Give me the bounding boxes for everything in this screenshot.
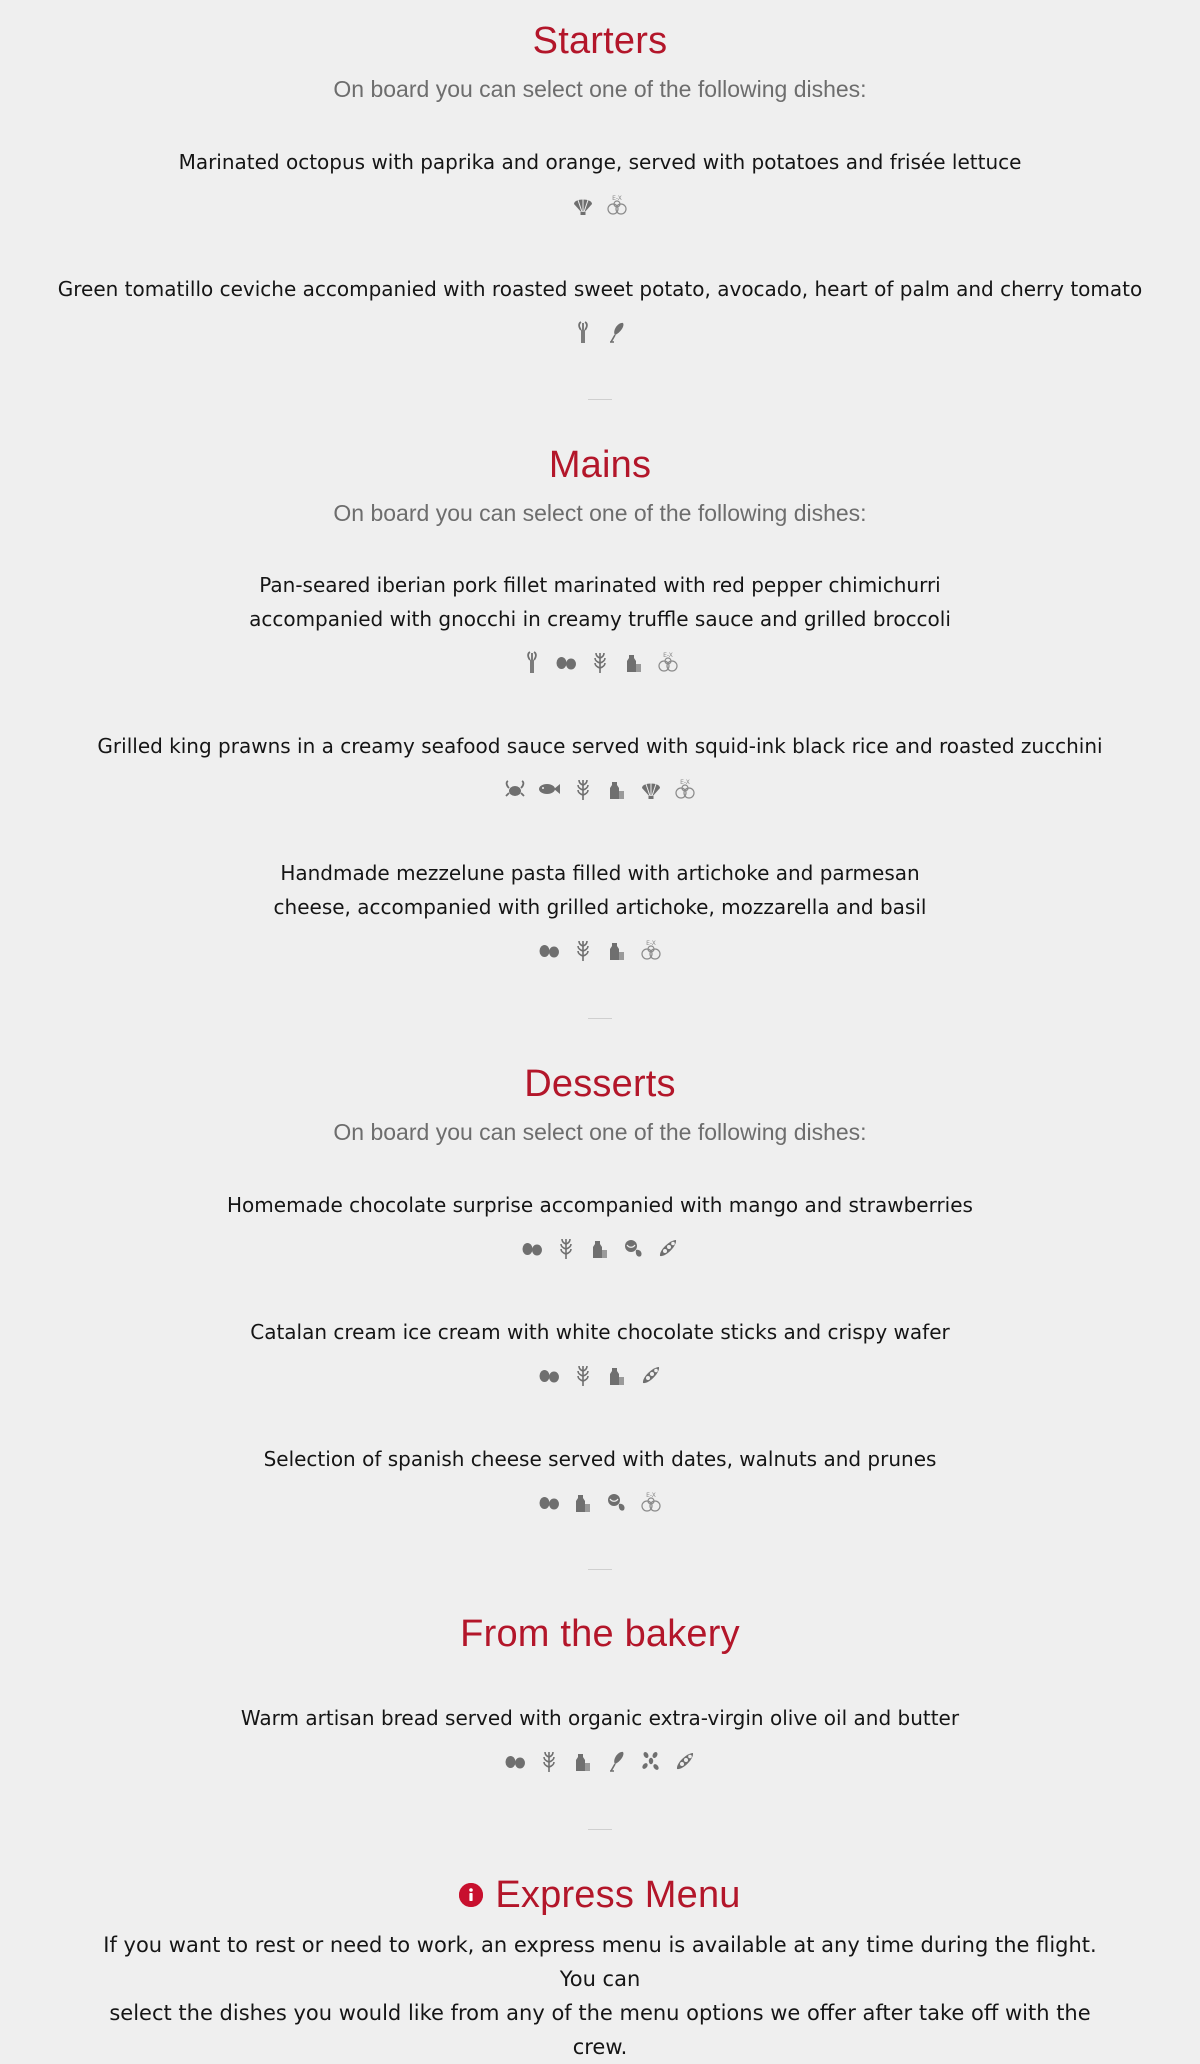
- egg-icon: [537, 1490, 561, 1514]
- express-text-line2: select the dishes you would like from any of the menu options we offer after take off with the crew.: [109, 2001, 1091, 2059]
- gluten-icon: [571, 777, 595, 801]
- sulphites-icon: [639, 938, 663, 962]
- egg-icon: [503, 1749, 527, 1773]
- svg-text:E-X: E-X: [646, 1492, 656, 1499]
- soy-icon: [673, 1749, 697, 1773]
- dish-item: [0, 729, 1200, 803]
- gluten-icon: [588, 650, 612, 674]
- gluten-icon: [571, 938, 595, 962]
- gluten-icon: [571, 1363, 595, 1387]
- sulphites-icon: [605, 193, 629, 217]
- section-title-express: Express Menu: [495, 1874, 741, 1916]
- allergen-icons: [0, 1490, 1200, 1516]
- soy-icon: [656, 1236, 680, 1260]
- section-divider: [588, 399, 612, 400]
- dish-item: [0, 272, 1200, 346]
- mustard-icon: [605, 320, 629, 344]
- section-title-bakery: From the bakery: [460, 1613, 740, 1655]
- egg-icon: [537, 1363, 561, 1387]
- celery-icon: [520, 650, 544, 674]
- section-divider: [588, 1569, 612, 1570]
- crustacean-icon: [503, 777, 527, 801]
- fish-icon: [537, 777, 561, 801]
- egg-icon: [554, 650, 578, 674]
- egg-icon: [520, 1236, 544, 1260]
- allergen-icons: [0, 1749, 1200, 1775]
- sulphites-icon: [673, 777, 697, 801]
- dish-name: Green tomatillo ceviche accompanied with roasted sweet potato, avocado, heart of palm and cherry tomato: [57, 277, 1143, 301]
- section-divider: [588, 1829, 612, 1830]
- express-text-line1: If you want to rest or need to work, an express menu is available at any time during the flight. You can: [103, 1933, 1097, 1991]
- section-subtitle-desserts: On board you can select one of the following dishes:: [333, 1119, 867, 1145]
- express-menu-description: [100, 1928, 1100, 2064]
- egg-icon: [537, 938, 561, 962]
- express-menu: [0, 1876, 1200, 2064]
- dish-name-line1: Pan-seared iberian pork fillet marinated with red pepper chimichurri: [259, 573, 941, 597]
- sulphites-icon: [656, 650, 680, 674]
- milk-icon: [571, 1490, 595, 1514]
- allergen-icons: [0, 938, 1200, 964]
- allergen-icons: [0, 193, 1200, 219]
- dish-item: [0, 1442, 1200, 1516]
- desserts-header: [0, 1065, 1200, 1144]
- section-title-mains: Mains: [548, 444, 652, 486]
- sulphites-icon: [639, 1490, 663, 1514]
- dish-name: Selection of spanish cheese served with dates, walnuts and prunes: [263, 1447, 937, 1471]
- dish-item: [0, 145, 1200, 219]
- dish-name: Grilled king prawns in a creamy seafood sauce served with squid-ink black rice and roasted zucchini: [97, 734, 1103, 758]
- allergen-icons: [0, 1363, 1200, 1389]
- section-title-starters: Starters: [532, 20, 668, 62]
- section-divider: [588, 1018, 612, 1019]
- dish-name: Catalan cream ice cream with white chocolate sticks and crispy wafer: [250, 1320, 950, 1344]
- starters-header: [0, 22, 1200, 101]
- gluten-icon: [537, 1749, 561, 1773]
- section-subtitle-mains: On board you can select one of the following dishes:: [333, 500, 867, 526]
- svg-text:E-X: E-X: [680, 779, 690, 786]
- allergen-icons: [0, 650, 1200, 676]
- soy-icon: [639, 1363, 663, 1387]
- allergen-icons: [0, 777, 1200, 803]
- mustard-icon: [605, 1749, 629, 1773]
- mains-header: [0, 446, 1200, 525]
- dish-item: [0, 1188, 1200, 1262]
- milk-icon: [605, 938, 629, 962]
- nuts-icon: [622, 1236, 646, 1260]
- milk-icon: [605, 777, 629, 801]
- allergen-icons: [0, 320, 1200, 346]
- section-title-desserts: Desserts: [524, 1063, 676, 1105]
- mollusc-icon: [571, 193, 595, 217]
- bakery-header: [0, 1615, 1200, 1653]
- section-subtitle-starters: On board you can select one of the following dishes:: [333, 76, 867, 102]
- dish-name: Marinated octopus with paprika and orange, served with potatoes and frisée lettuce: [178, 150, 1022, 174]
- svg-text:E-X: E-X: [663, 652, 673, 659]
- express-menu-header: [0, 1876, 1200, 1914]
- sesame-icon: [639, 1749, 663, 1773]
- milk-icon: [588, 1236, 612, 1260]
- dish-item: [0, 856, 1200, 964]
- gluten-icon: [554, 1236, 578, 1260]
- dish-item: [0, 1701, 1200, 1775]
- dish-name: Warm artisan bread served with organic extra-virgin olive oil and butter: [240, 1706, 960, 1730]
- dish-name-line2: cheese, accompanied with grilled artichoke, mozzarella and basil: [273, 895, 927, 919]
- svg-text:E-X: E-X: [612, 195, 622, 202]
- milk-icon: [571, 1749, 595, 1773]
- dish-item: [0, 568, 1200, 676]
- svg-text:E-X: E-X: [646, 940, 656, 947]
- dish-name: Homemade chocolate surprise accompanied with mango and strawberries: [227, 1193, 973, 1217]
- dish-name-line1: Handmade mezzelune pasta filled with artichoke and parmesan: [280, 861, 920, 885]
- mollusc-icon: [639, 777, 663, 801]
- celery-icon: [571, 320, 595, 344]
- milk-icon: [605, 1363, 629, 1387]
- allergen-icons: [0, 1236, 1200, 1262]
- milk-icon: [622, 650, 646, 674]
- dish-name-line2: accompanied with gnocchi in creamy truffle sauce and grilled broccoli: [249, 607, 951, 631]
- info-icon: [459, 1883, 483, 1907]
- dish-item: [0, 1315, 1200, 1389]
- nuts-icon: [605, 1490, 629, 1514]
